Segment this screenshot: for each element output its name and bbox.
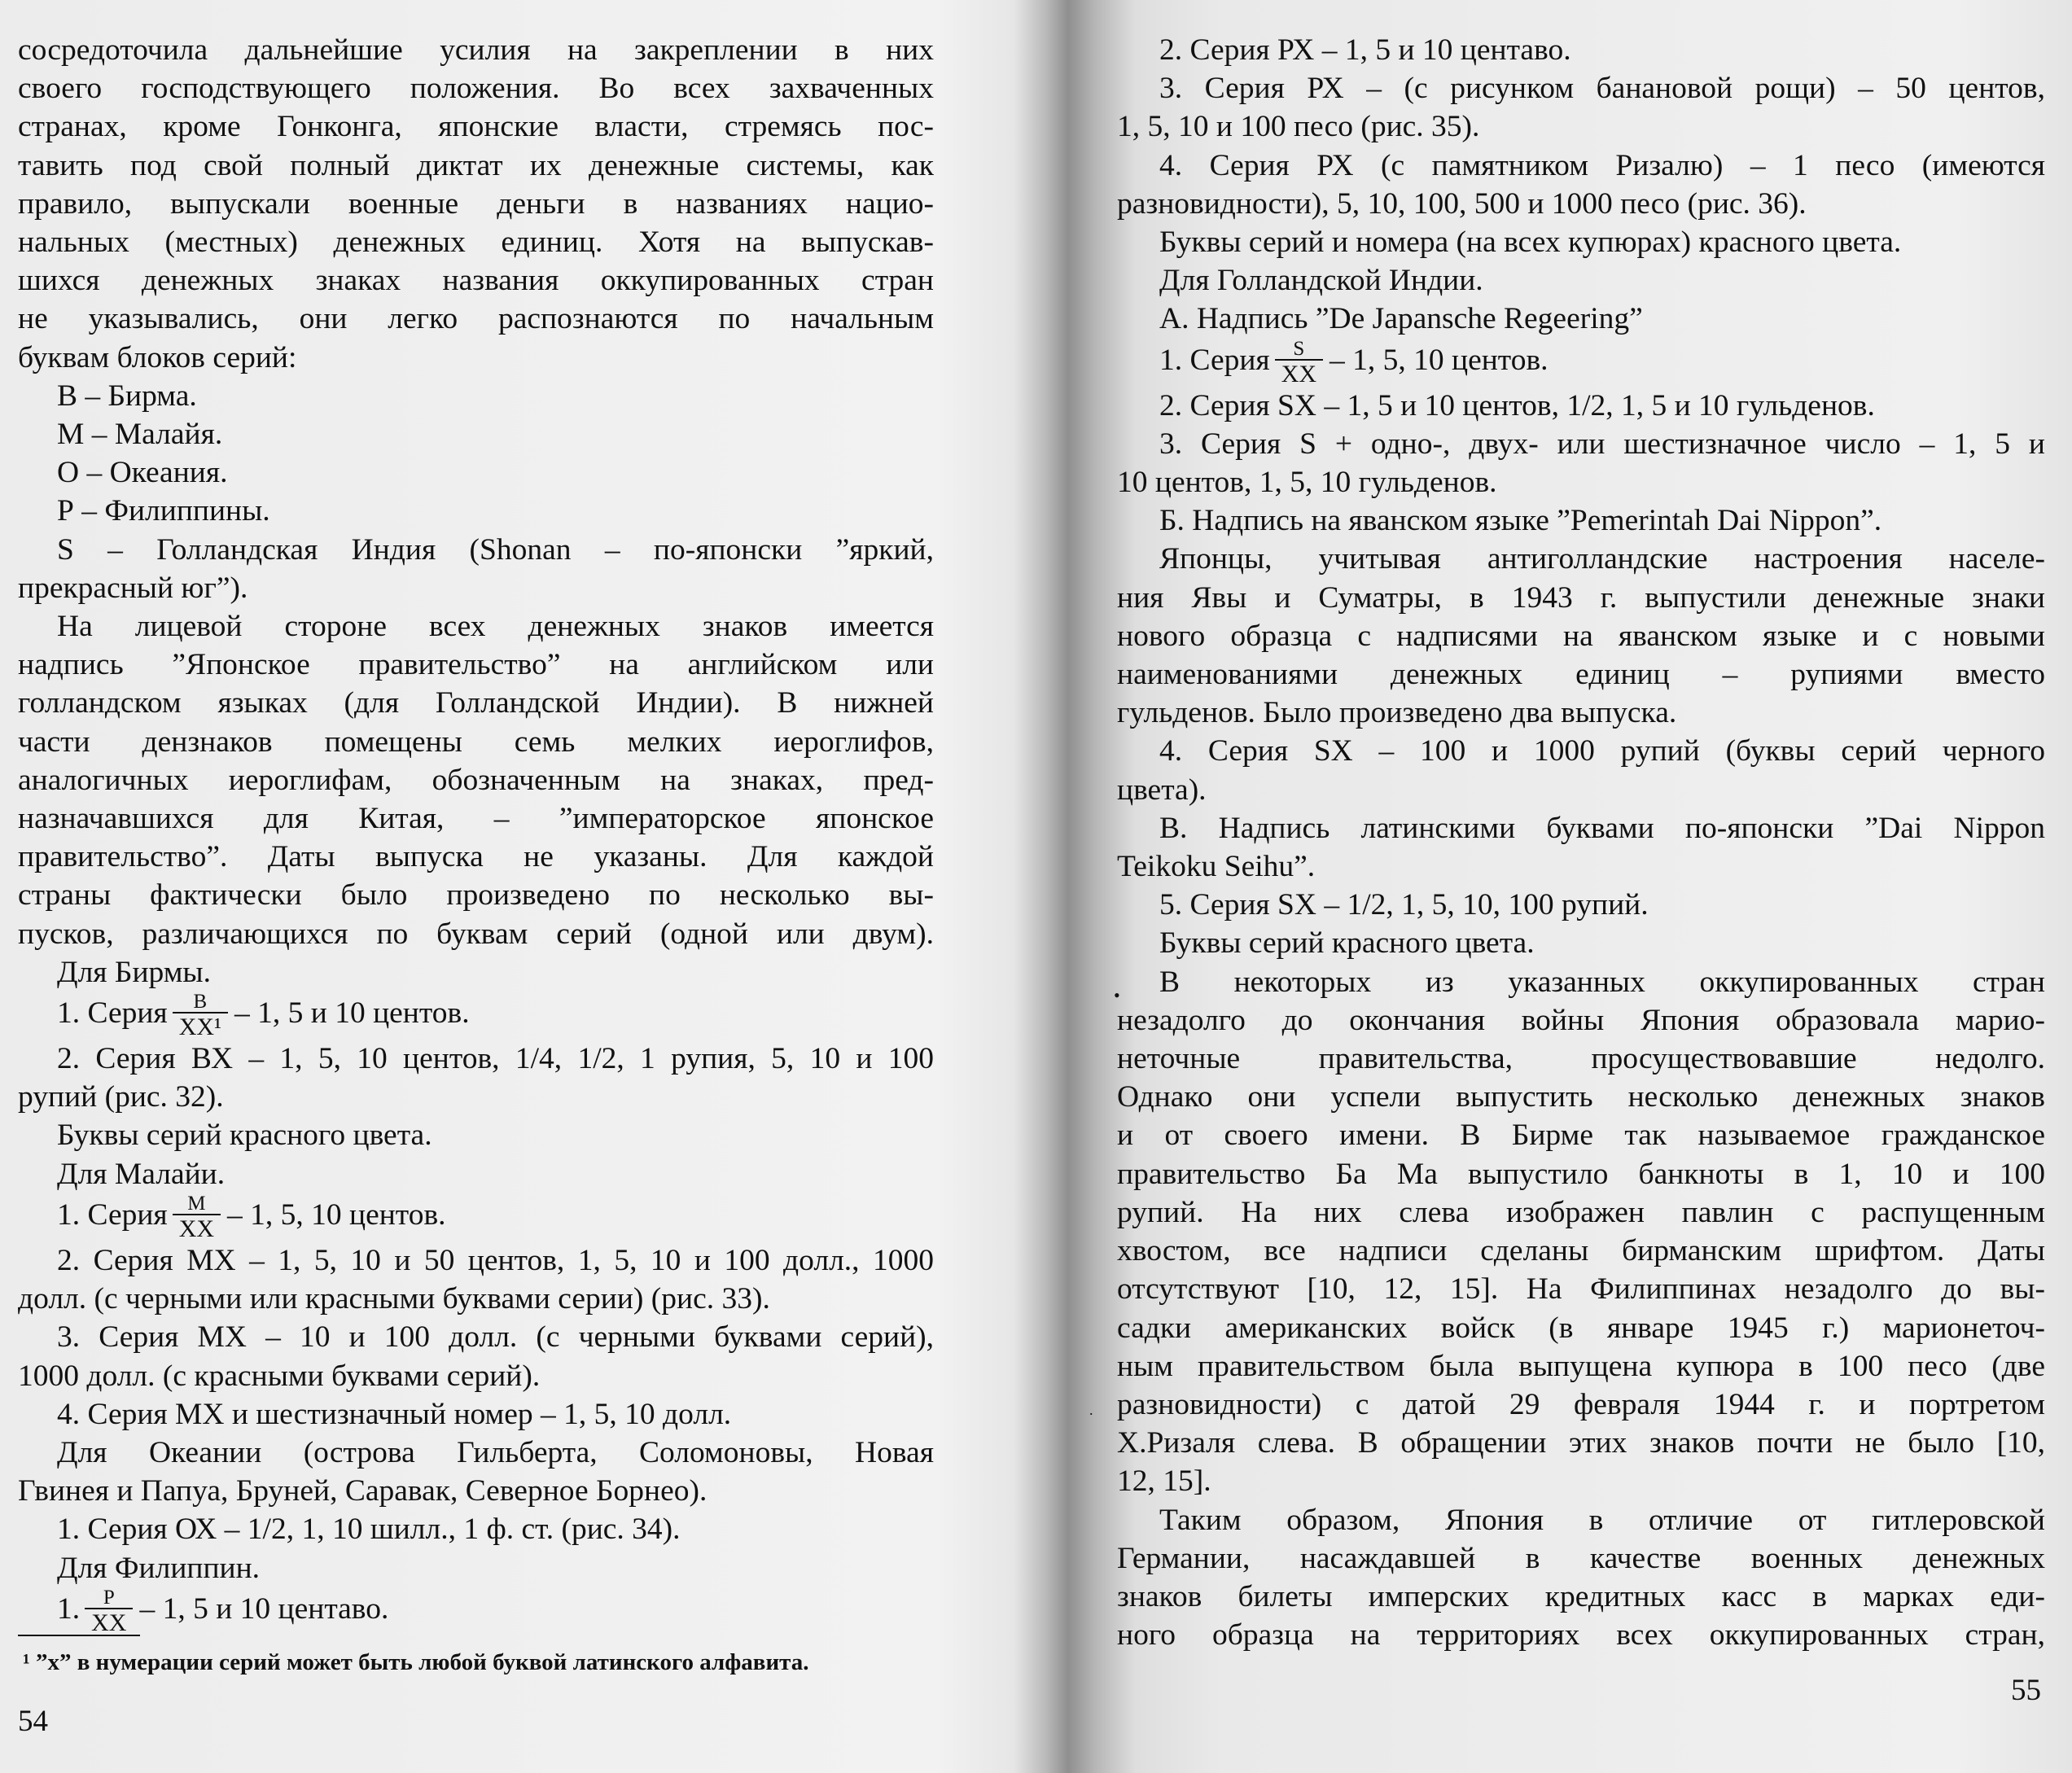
text-line: Для Бирмы.	[57, 955, 212, 989]
text-line	[18, 1587, 934, 1635]
text-line: В некоторых из указанных оккупированных стран	[1159, 965, 2045, 999]
text-line: надпись ”Японское правительство” на английском или	[18, 648, 934, 682]
series-values: – 1, 5 и 10 центаво.	[139, 1591, 389, 1626]
text-line: и от своего имени. В Бирме так называемое гражданское	[1117, 1119, 2045, 1153]
text-line: ным правительством была выпущена купюра в 100 песо (две	[1117, 1349, 2045, 1383]
text-line: ния Явы и Суматры, в 1943 г. выпустили денежные знаки	[1117, 580, 2045, 615]
text-line: рупий (рис. 32).	[18, 1080, 224, 1114]
series-label: 1. Серия	[1159, 343, 1270, 377]
text-line: 5. Серия SХ – 1/2, 1, 5, 10, 100 рупий.	[1159, 888, 1649, 922]
text-line: S – Голландская Индия (Shonan – по-японски ”яркий,	[57, 532, 934, 567]
text-line: рупий. На них слева изображен павлин с распущенным	[1117, 1195, 2045, 1229]
text-line: 3. Серия РХ – (с рисунком банановой рощи) – 50 центов,	[1159, 72, 2045, 106]
fraction-numerator: P	[103, 1586, 115, 1609]
text-line: 2. Серия МХ – 1, 5, 10 и 50 центов, 1, 5, 10 и 100 долл., 1000	[57, 1243, 934, 1277]
series-label: 1.	[57, 1591, 81, 1626]
text-line: 2. Серия SХ – 1, 5 и 10 центов, 1/2, 1, 5 и 10 гульденов.	[1159, 388, 1875, 422]
text-line: страны фактически было произведено по несколько вы-	[18, 878, 934, 913]
text-line: 2. Серия ВХ – 1, 5, 10 центов, 1/4, 1/2, 1 рупия, 5, 10 и 100	[57, 1042, 934, 1076]
text-line: гульденов. Было произведено два выпуска.	[1117, 696, 1677, 730]
text-line: 1. Серия ОХ – 1/2, 1, 10 шилл., 1 ф. ст. (рис. 34).	[57, 1513, 681, 1547]
series-values: – 1, 5, 10 центов.	[227, 1198, 446, 1232]
text-line: Буквы серий красного цвета.	[1159, 926, 1535, 961]
text-line: 3. Серия МХ – 10 и 100 долл. (с черными буквами серий),	[57, 1320, 934, 1355]
text-line: Х.Ризаля слева. В обращении этих знаков почти не было [10,	[1117, 1426, 2045, 1460]
text-line: цвета).	[1117, 773, 1207, 807]
text-line: Буквы серий красного цвета.	[57, 1119, 432, 1153]
text-line: Р – Филиппины.	[57, 494, 270, 528]
left-page	[18, 0, 934, 1773]
text-line: В. Надпись латинскими буквами по-японски ”Dai Nippon	[1159, 811, 2045, 845]
text-line: своего господствующего положения. Во всех захваченных	[18, 72, 934, 106]
text-line: М – Малайя.	[57, 418, 223, 452]
text-line: Буквы серий и номера (на всех купюрах) красного цвета.	[1159, 225, 1902, 260]
text-line: 4. Серия МХ и шестизначный номер – 1, 5, 10 долл.	[57, 1397, 732, 1431]
text-line: шихся денежных знаках названия оккупированных стран	[18, 264, 934, 298]
text-line: садки американских войск (в январе 1945 г.) марионеточ-	[1117, 1311, 2045, 1345]
fraction-numerator: S	[1293, 337, 1305, 360]
text-line: 1000 долл. (с красными буквами серий).	[18, 1359, 541, 1393]
text-line: ного образца на территориях всех оккупированных стран,	[1117, 1618, 2045, 1653]
fraction-denominator: XX¹	[173, 1012, 228, 1040]
series-label: 1. Серия	[57, 996, 168, 1031]
series-values: – 1, 5, 10 центов.	[1329, 343, 1549, 377]
text-line: Б. Надпись на яванском языке ”Pemerintah Dai Nippon”.	[1159, 504, 1882, 538]
text-line: Однако они успели выпустить несколько денежных знаков	[1117, 1080, 2045, 1114]
text-line	[18, 1193, 934, 1241]
text-line: 1, 5, 10 и 100 песо (рис. 35).	[1117, 110, 1480, 144]
text-line: нальных (местных) денежных единиц. Хотя на выпускав-	[18, 225, 934, 260]
text-line: буквам блоков серий:	[18, 340, 297, 374]
text-line: О – Океания.	[57, 456, 228, 490]
text-line: странах, кроме Гонконга, японские власти, стремясь пос-	[18, 110, 934, 144]
series-label: 1. Серия	[57, 1198, 168, 1232]
right-page-text	[1117, 31, 2045, 1654]
text-line: сосредоточила дальнейшие усилия на закреплении в них	[18, 33, 934, 67]
text-line: нового образца с надписями на яванском языке и с новыми	[1117, 619, 2045, 653]
text-line: разновидности) с датой 29 февраля 1944 г. и портретом	[1117, 1387, 2045, 1421]
footnote-rule	[18, 1635, 140, 1636]
text-line: правительство Ба Ма выпустило банкноты в 1, 10 и 100	[1117, 1157, 2045, 1191]
fraction-denominator: XX	[173, 1214, 221, 1241]
text-line	[1117, 339, 2045, 387]
text-line: На лицевой стороне всех денежных знаков имеется	[57, 610, 934, 644]
text-line: неточные правительства, просуществовавшие недолго.	[1117, 1042, 2045, 1076]
text-line: знаков билеты имперских кредитных касс в марках еди-	[1117, 1579, 2045, 1613]
left-page-text	[18, 31, 934, 1635]
text-line: Германии, насаждавшей в качестве военных денежных	[1117, 1541, 2045, 1575]
fraction-numerator: B	[193, 991, 208, 1013]
text-line: назначавшихся для Китая, – ”императорское японское	[18, 802, 934, 836]
fraction-denominator: XX	[1275, 359, 1323, 387]
text-line: 12, 15].	[1117, 1464, 1211, 1499]
text-line: пусков, различающихся по буквам серий (одной или двум).	[18, 917, 934, 951]
page-number: 55	[2011, 1674, 2041, 1707]
text-line: отсутствуют [10, 12, 15]. На Филиппинах незадолго до вы-	[1117, 1272, 2045, 1307]
footnote: ¹ ”х” в нумерации серий может быть любой буквой латинского алфавита.	[23, 1649, 809, 1675]
text-line: Для Голландской Индии.	[1159, 264, 1483, 298]
fraction-numerator: M	[187, 1192, 206, 1215]
series-fraction	[1275, 339, 1323, 387]
text-line: голландском языках (для Голландской Индии). В нижней	[18, 686, 934, 720]
text-line: правило, выпускали военные деньги в названиях нацио-	[18, 186, 934, 221]
right-page	[1089, 0, 2045, 1773]
text-line: хвостом, все надписи сделаны бирманским шрифтом. Даты	[1117, 1234, 2045, 1268]
text-line: правительство”. Даты выпуска не указаны. Для каждой	[18, 840, 934, 874]
page-number: 54	[18, 1705, 48, 1738]
series-fraction	[173, 992, 228, 1040]
text-line: части дензнаков помещены семь мелких иероглифов,	[18, 725, 934, 759]
text-line: Для Океании (острова Гильберта, Соломоновы, Новая	[57, 1435, 934, 1469]
text-line	[18, 992, 934, 1040]
text-line: Таким образом, Япония в отличие от гитлеровской	[1159, 1503, 2045, 1537]
text-line: Для Малайи.	[57, 1157, 226, 1191]
stray-bullet-mark: •	[1114, 985, 1120, 1005]
text-line: не указывались, они легко распознаются по начальным	[18, 302, 934, 336]
fraction-denominator: XX	[85, 1608, 133, 1635]
text-line: аналогичных иероглифам, обозначенным на знаках, пред-	[18, 763, 934, 797]
text-line: наименованиями денежных единиц – рупиями вместо	[1117, 658, 2045, 692]
text-line: 2. Серия РХ – 1, 5 и 10 центаво.	[1159, 33, 1571, 67]
text-line: Teikoku Seihu”.	[1117, 850, 1316, 884]
text-line: Для Филиппин.	[57, 1551, 261, 1585]
stray-dot-mark: .	[1089, 1402, 1093, 1418]
text-line: прекрасный юг”).	[18, 571, 248, 605]
text-line: Японцы, учитывая антиголландские настроения населе-	[1159, 542, 2045, 576]
text-line: долл. (с черными или красными буквами серии) (рис. 33).	[18, 1282, 770, 1316]
text-line: 4. Серия РХ (с памятником Ризалю) – 1 песо (имеются	[1159, 148, 2045, 182]
text-line: В – Бирма.	[57, 379, 197, 413]
text-line: 4. Серия SХ – 100 и 1000 рупий (буквы серий черного	[1159, 734, 2045, 768]
series-values: – 1, 5 и 10 центов.	[234, 996, 470, 1031]
series-fraction	[85, 1587, 133, 1635]
text-line: разновидности), 5, 10, 100, 500 и 1000 песо (рис. 36).	[1117, 186, 1807, 221]
text-line: А. Надпись ”De Japansche Regeering”	[1159, 302, 1643, 336]
text-line: тавить под свой полный диктат их денежные системы, как	[18, 148, 934, 182]
text-line: незадолго до окончания войны Япония образовала марио-	[1117, 1003, 2045, 1037]
text-line: 3. Серия S + одно-, двух- или шестизначное число – 1, 5 и	[1159, 427, 2045, 461]
text-line: Гвинея и Папуа, Бруней, Саравак, Северное Борнео).	[18, 1474, 707, 1508]
series-fraction	[173, 1193, 221, 1241]
text-line: 10 центов, 1, 5, 10 гульденов.	[1117, 466, 1497, 500]
